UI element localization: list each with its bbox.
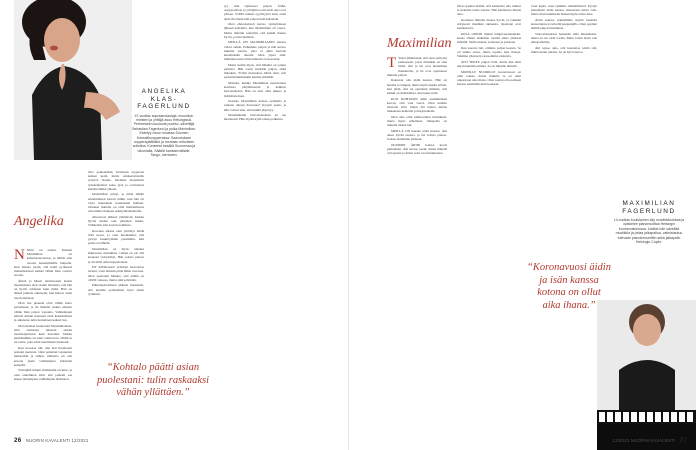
paragraph: OLEMME ÄIDIN kanssa kovia puhumaan. Äiti kertoo usein, miten hänellä oli lapsena ja miten asiat ovat muuttuneet. <box>387 142 447 156</box>
right-page <box>348 0 696 450</box>
paragraph: ÄITI TEKEE paljon töitä, mutta hän ehtii aina kuunnella minua. Se on minulle tärkeää. <box>457 60 521 69</box>
paragraph: Olen ehdottomasti kertaa synnyttäneen jälkeen kohdalla, kun Maximilian oli vauva. Mutta minulle sanottiin, että kaikki menee hyvin, ja niin menikin. <box>224 22 286 39</box>
paragraph: Kun korona tuli, olimme paljon kotona. Se oli aluksi outoa, mutta lopulta aika ihanaa. Söimme yhdessä ja katsoimme elokuvia. <box>457 46 521 59</box>
paragraph: KESÄ ONKIN minun lempivuodenaikani, koska silloin ehdimme viettää aikaa yhdessä mökillä. Siellä uidaan, soitetaan ja pelataan. <box>457 32 521 45</box>
paragraph: Tulevaisuudessa haluaisin tulla muusikoksi, mutta en ole vielä varma. Ehkä voisin myös olla jalkapalloilija. <box>531 32 597 45</box>
right-pull-quote: “Koronavuosi äidin ja isän kanssa kotona on ollut aika ihana.” <box>527 262 611 311</box>
left-pull-quote: “Kohtalo päätti asian puolestani: tulin raskaaksi vähän yllättäen.” <box>97 362 209 398</box>
paragraph: Muistan, kuinka Maximilian nauttivaissa koulussa pärjäämisestä ja kaikista harrastuksista. Hän on aina ollut ahkera ja määrätietoinen. <box>224 81 286 98</box>
paragraph: vaan lepää, vaan ryhmme säännöllisesti. Pystyn puhumaan äidin kanssa oikeastaan mistä vain, mutta murrosikäisenä haluan myös omaa tilaa. <box>531 4 597 17</box>
paragraph: Maximilian on myös alkanut kiinnostua musiikista, vaikka en ole sitä koskaan tyrkyttänyt. Hän soittaa pianoa ja säveltää omia kappaleitaan. <box>88 247 144 264</box>
paragraph: Maximilianin tulevaisuudesta en ole huolissani. Hän löytää kyllä oman polkunsa. <box>224 113 286 122</box>
caption-name-line2: KLAS-FAGERLUND <box>137 95 191 110</box>
maximilian-script-title: Maximilian <box>387 36 452 51</box>
paragraph: Äiti sanoo aina, että kannattaa tehdä sitä, mikä tuntuu omalta. Se on hyvä neuvo. <box>531 46 597 55</box>
left-column-2 <box>88 170 144 366</box>
paragraph: Tunsi jännittävää, että olen syntynyt perheeseen, jossa musiikki on aina läsnä. Äiti ja isä ovat molemmat muusikoita, ja he ovat opettaneet minulle paljon. <box>387 56 447 77</box>
paragraph: Äidin kanssa tykkäämme käydä kesäisin konserteissa ja kävellä kaupungilla. Olen oppinut äidiltä paljon musiikista. <box>531 18 597 31</box>
paragraph: Olen aina ollut kiinnostunut musiikista, mutta myös urheilusta. Jalkapallo on minulle tärkeä laji. <box>387 114 447 128</box>
dropcap-letter: N <box>14 248 25 263</box>
angelika-portrait <box>14 0 132 160</box>
paragraph: Alkuvuosi jälkeen ymmärsin, kuinka hyvää meille teki yhteinen matka. Vähitellen arki asettui uomiinsa. <box>88 214 144 228</box>
left-page-footer <box>14 437 88 444</box>
paragraph: Maximilian syntyi, ja minä lähdin ensimmäisen kerran töihin, kun hän oli vasta muutaman kuukauden ikäinen. Onneksi minulla on ollut mahdollisuus ottaa hänet mukaan esiintymismatkoille. <box>88 192 144 214</box>
caption-bio: 47-vuotias sopraanolaulaja, muusikon meisteri ja yrittäjä asuu Helsingissä. Perheeseen kuuluvat puoliso, säveltäjä Sebastian Fagerlund ja poika Maximilian, Esiintyy muun muassa Suomen Kansallisoopperassa. Saavutuksen oopperapäällikkö ja moniaan erikoisten solistina. Konsertoi kesällä Suomessa ja ulkomaila. Säätiöt kansainvälisille. Tango- kiertueen. <box>132 113 196 158</box>
paragraph: Äitinä ja hänen teinivuosien kautta menemisenä olen saanut huomata, että hän on hyvin erilainen kuin minä. Hän on tärkeä puhetta aikuiselle, kun haluaa asian itse hoitamaan. <box>14 278 72 300</box>
publication-info: NUORIN KAVALENTI 12/2021 <box>25 438 89 443</box>
caption-name-line1: MAXIMILIAN <box>622 200 676 207</box>
paragraph: tyy siitä sijaitseeet paljon. Äidin, oopperadivan ja yrittäjän roolit eivät aina sovi yhteen. Välillä tunnen syyllisyyttä siitä, etten ehdi olla läsnä niin paljon kuin haluaisin. <box>224 4 286 21</box>
dropcap-letter: T <box>387 56 397 71</box>
paragraph: Mutta tiedän myös, että hänellä on paljon paineita. Hän vaatii itseltään paljon, ehkä liikaakin. Yritän muistuttaa häntä siitä, että epäonnistuminenkin kuuluu elämään. <box>224 62 286 80</box>
paragraph: MEILLÄ ON MAXIMILIANIN kanssa vahva suhde. Puhumme paljon ja hän kertoo minulle asioita, joita ei ehkä kertoisi kenellekään muulle. Olen ylpeä siitä, millainen nuori mies hänestä on kasvanut. <box>224 40 286 62</box>
paragraph: MEILLÄ ON hauska pitää kotona. Äiti tekee hyvää ruokaa, ja isä soittaa pianoa. Joskus laulamme yhdessä. <box>387 128 447 142</box>
paragraph: EN KOSKAAN yrittänyt haavoittaa lastani, vaan halusin pitää hänet turvassa. Olen opettanut hänelle, että elämä on välillä vaikeaa, mutta siitä selvitään. <box>88 265 144 282</box>
page-number: 26 <box>14 437 22 444</box>
paragraph: Nimi on ennen. Poikani Maximilian on kaksitoistavuotias, ja tähtää aina vuoren kerkeimmälle huipulle. Kun haluaa jotain, sitä kohti pyrkiessä maksimoidaan kaikki vähän liian vaativa tavoite. <box>14 248 72 278</box>
paragraph: KUN KOHTASIN äidin ensimmäisen kerran, olin vain vauva. Olen kuullut tarinoita siitä, miten äiti kantoi minua mukanaan keikoille ja harjoituksiin. <box>387 96 447 114</box>
paragraph: Rakastan olla äidin kanssa. Hän on hauska ja lempeä, mutta myös tiukka silloin, kun pitää. Äiti on opettanut minulle, että kaikki on mahdollista, kun tekee töitä. <box>387 78 447 96</box>
paragraph: Olen oppinut äidiltä, että kannattaa olla rohkea ja kokeilla uusia asioita. Hän kannustaa minua aina. <box>457 4 521 17</box>
paragraph: Olen itse pienenä ollut vähän kiero pelaamaan, ja oli minulle joskus annettu vähän liian paljon vapautta. Vanhempani tekivät minun kanssani töitä kokeilematta ja aikuisena tulin hoitamaan kaiken itse. <box>14 301 72 323</box>
angelika-script-title: Angelika <box>14 214 64 229</box>
paragraph: Kun koronaa tuli, olin heti huolissani poikani puolesta. Olen palannut lapsuuden muistoihin ja siihen, millaista oli olla kotona yksin vanhempien kiireiden keskellä. <box>14 346 72 367</box>
right-column-3 <box>531 4 597 154</box>
right-column-2 <box>457 4 521 434</box>
caption-name-line1: ANGELIKA <box>141 88 187 95</box>
paragraph: Koronan aikana olen yrittänyt tehdä töitä kotoa, ja olen huomannut, että pystyn keskittymään paremmin, kun perhe on lähellä. <box>88 228 144 246</box>
page-number: 27 <box>679 437 687 444</box>
left-column-1 <box>14 248 72 434</box>
paragraph: lista peukaloihin. Kotikaan loppuvan kaiken keitä, mutta ensikertalaisille syntyvä tilanne. Olemme molemmat työskennelleet koko ajan ja sovittaneet kalenterimme yhteen. <box>88 170 144 191</box>
right-column-1 <box>387 56 447 434</box>
paragraph: Osaatko Maximilian kanssa opiskella ja samaan aikaan harrastaa? Kysyin usein, ja hän vastasi aina, että kaikki järjestyy. <box>224 99 286 112</box>
paragraph: Pikkulapsivaiheen jälkeen huomasin, että meidän perheemme löysi oman rytminsä. <box>88 283 144 296</box>
maximilian-photo-graphic <box>597 300 696 450</box>
paragraph: Yrittäjänä minun elämässäni on kiire, ja olen onnellinen siitä, että poikani saa kokea molempien vanhempien läsnäolon. <box>14 368 72 381</box>
paragraph: MONILLE NUORILLE koronavuosi on ollut raskas, mutta minulle se on ollut oikeastaan aika ihana. Olen saanut olla perheen kanssa enemmän kuin koskaan. <box>457 69 521 87</box>
paragraph: Koulussa minulla menee hyvin, ja tykkään erityisesti musiikin tunneista. Opettajat ovat kannustavia. <box>457 18 521 31</box>
publication-info: 12/2021 NUORIN KAVALENTI <box>612 438 676 443</box>
right-page-footer <box>613 437 687 444</box>
angelika-portrait-graphic <box>14 0 132 160</box>
maximilian-caption <box>613 200 685 244</box>
paragraph: Olen hieman huolissani Maximilianista, sillä tunnistan hänessä saman luonteenpiirteen kuin itsessäni. Vaikka kunnianhimo on suuri voimavara, välillä se on rasite, joka estää nauttimasta hetkestä. <box>14 323 72 345</box>
angelika-caption <box>132 88 196 158</box>
left-column-3 <box>224 4 286 424</box>
caption-bio: 14-vuotias koululainen käy musiikkiluokkaa ja opiskelee pianonsoittoa Helsingin Konservatoriossa. Lisäksi hän säveltää musiikkia ja pelaa jalkapalloa, valmistautuu tulevaan pianokonserttiin sekä jalkapallo Helsingin Cupiin. <box>613 218 685 245</box>
maximilian-photo <box>597 300 696 450</box>
caption-name-line2: FAGERLUND <box>622 207 676 215</box>
